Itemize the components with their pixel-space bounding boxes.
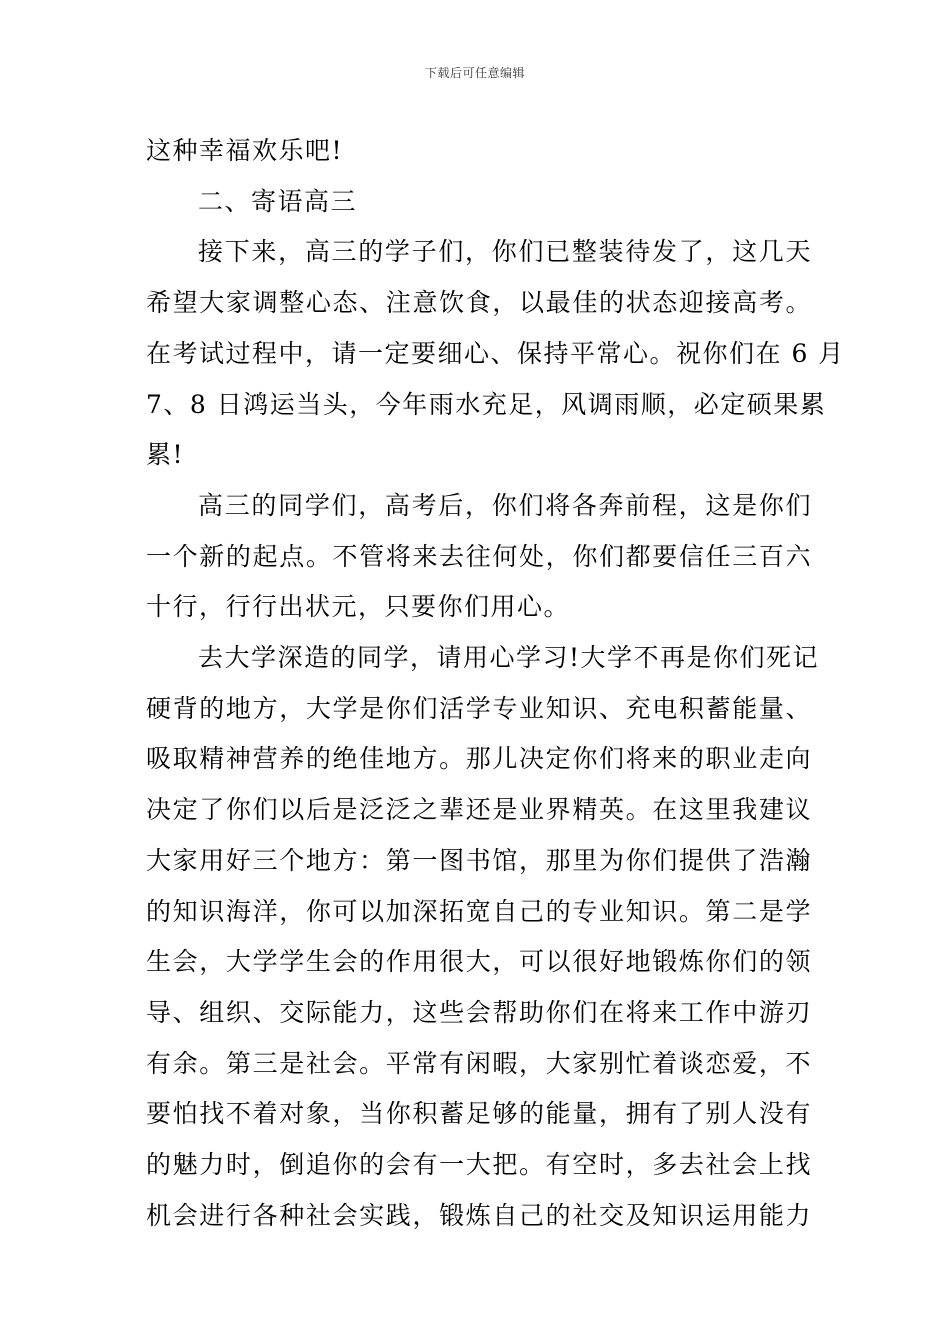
text-line: 一个新的起点。不管将来去往何处，你们都要信任三百六 xyxy=(146,541,812,571)
text-line: 十行，行行出状元，只要你们用心。 xyxy=(146,592,571,622)
text-line: 决定了你们以后是泛泛之辈还是业界精英。在这里我建议 xyxy=(146,795,812,825)
text-line: 去大学深造的同学，请用心学习!大学不再是你们死记 xyxy=(198,643,820,673)
text-line: 导、组织、交际能力，这些会帮助你们在将来工作中游刃 xyxy=(146,997,812,1027)
text-line: 累! xyxy=(146,440,185,470)
text-line: 接下来，高三的学子们，你们已整装待发了，这几天 xyxy=(198,237,812,267)
text-line: 要怕找不着对象，当你积蓄足够的能量，拥有了别人没有 xyxy=(146,1099,812,1129)
text-line: 在考试过程中，请一定要细心、保持平常心。祝你们在 6 月 xyxy=(146,338,845,368)
page-header: 下载后可任意编辑 xyxy=(424,66,525,80)
text-line: 这种幸福欢乐吧! xyxy=(146,136,344,165)
text-line: 有余。第三是社会。平常有闲暇，大家别忙着谈恋爱，不 xyxy=(146,1048,812,1078)
text-line: 机会进行各种社会实践，锻炼自己的社交及知识运用能力 xyxy=(146,1200,812,1230)
text-line: 大家用好三个地方：第一图书馆，那里为你们提供了浩瀚 xyxy=(146,845,812,875)
document-body xyxy=(146,126,845,1241)
text-line: 吸取精神营养的绝佳地方。那儿决定你们将来的职业走向 xyxy=(146,744,812,774)
text-line: 二、寄语高三 xyxy=(198,186,358,216)
text-line: 硬背的地方，大学是你们活学专业知识、充电积蓄能量、 xyxy=(146,693,812,723)
text-line: 的知识海洋，你可以加深拓宽自己的专业知识。第二是学 xyxy=(146,896,812,926)
text-line: 生会，大学学生会的作用很大，可以很好地锻炼你们的领 xyxy=(146,947,812,977)
text-line: 的魅力时，倒追你的会有一大把。有空时，多去社会上找 xyxy=(146,1150,812,1180)
text-line: 希望大家调整心态、注意饮食，以最佳的状态迎接高考。 xyxy=(146,288,812,318)
text-line: 高三的同学们，高考后，你们将各奔前程，这是你们 xyxy=(198,490,812,520)
text-line: 7、8 日鸿运当头，今年雨水充足，风调雨顺，必定硕果累 xyxy=(146,389,827,419)
